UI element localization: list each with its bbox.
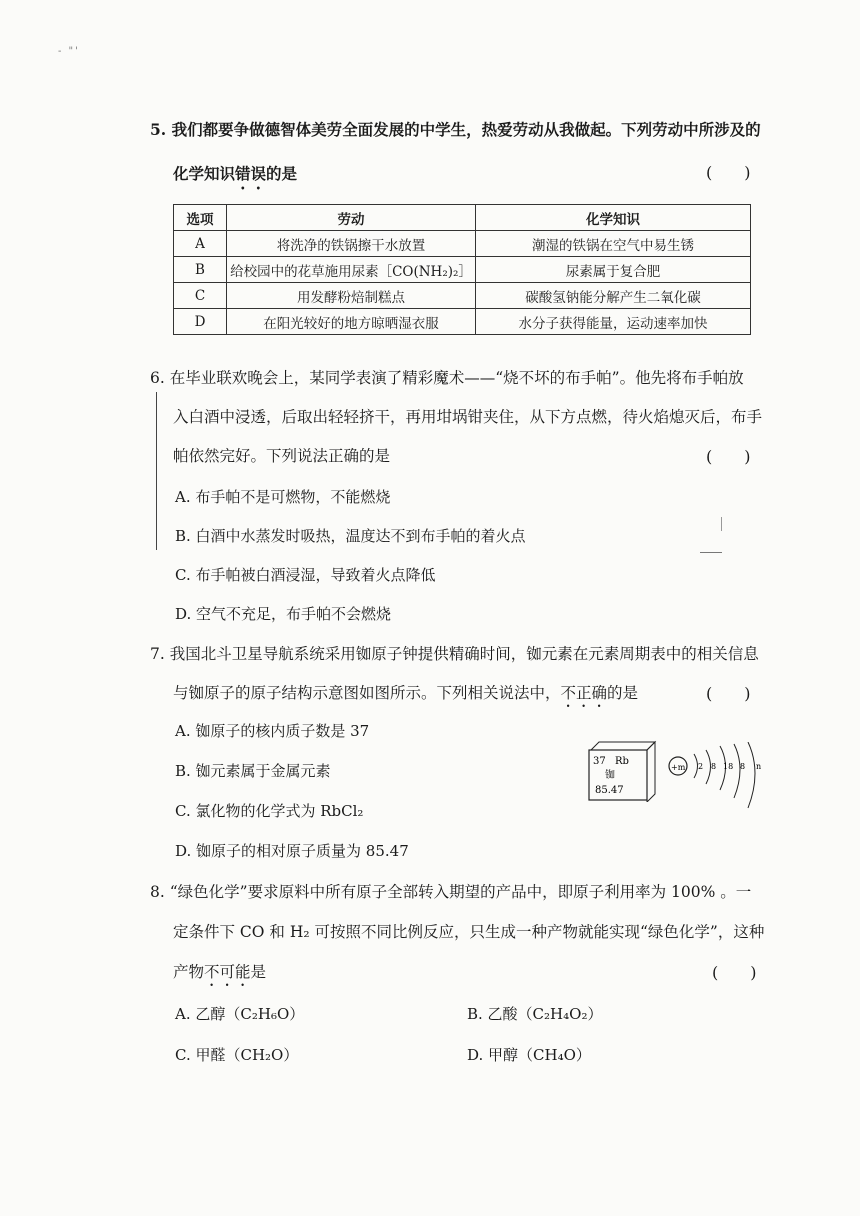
q6-option-a: A. 布手帕不是可燃物，不能燃烧	[175, 488, 391, 506]
q7-option-b: B. 铷元素属于金属元素	[175, 762, 331, 780]
q6-answer-paren: ( )	[706, 447, 751, 466]
table-cell: A	[174, 231, 227, 257]
q8-option-b: B. 乙酸（C₂H₄O₂）	[467, 1005, 603, 1023]
q8-option-c: C. 甲醛（CH₂O）	[175, 1046, 299, 1064]
q7-option-c: C. 氯化物的化学式为 RbCl₂	[175, 802, 364, 820]
q6-line3: 帕依然完好。下列说法正确的是	[173, 447, 391, 465]
q7-line2	[173, 681, 638, 711]
q7-emphasis: 不正确	[560, 684, 608, 702]
shell-electrons: 8	[711, 762, 717, 771]
table-cell: 将洗净的铁锅擦干水放置	[227, 231, 476, 257]
q6-line1: 6. 在毕业联欢晚会上，某同学表演了精彩魔术——“烧不坏的布手帕”。他先将布手帕放	[150, 369, 744, 387]
q8-line1: 8. “绿色化学”要求原料中所有原子全部转入期望的产品中，即原子利用率为 100% 。一	[150, 883, 752, 901]
q8-line3	[173, 960, 266, 990]
table-cell: 用发酵粉焙制糕点	[227, 283, 476, 309]
q8-line2: 定条件下 CO 和 H₂ 可按照不同比例反应，只生成一种产物就能实现“绿色化学”，这种	[173, 923, 765, 941]
q7-answer-paren: ( )	[706, 684, 751, 703]
element-mass: 85.47	[595, 785, 624, 796]
table-header-cell: 化学知识	[476, 205, 751, 231]
q8-option-a: A. 乙醇（C₂H₆O）	[175, 1005, 305, 1023]
q6-option-d: D. 空气不充足，布手帕不会燃烧	[175, 605, 392, 623]
q7-line1: 7. 我国北斗卫星导航系统采用铷原子钟提供精确时间，铷元素在元素周期表中的相关信息	[150, 645, 759, 663]
table-cell: 潮湿的铁锅在空气中易生锈	[476, 231, 751, 257]
q8-emphasis: 不可能	[204, 963, 251, 981]
element-card	[585, 740, 657, 802]
q5-line2	[173, 162, 297, 193]
table-cell: 给校园中的花草施用尿素［CO(NH₂)₂］	[227, 257, 476, 283]
table-cell: 水分子获得能量，运动速率加快	[476, 309, 751, 335]
atom-structure-diagram	[668, 742, 768, 812]
q7-line2-prefix: 与铷原子的原子结构示意图如图所示。下列相关说法中，	[173, 684, 561, 702]
table-row	[174, 283, 751, 309]
shell-electrons: n	[756, 762, 762, 771]
table-cell: B	[174, 257, 227, 283]
q6-option-c: C. 布手帕被白酒浸湿，导致着火点降低	[175, 566, 436, 584]
shell-electrons: 8	[740, 762, 746, 771]
table-header-cell: 劳动	[227, 205, 476, 231]
table-header-row	[174, 205, 751, 231]
q8-answer-paren: ( )	[712, 963, 757, 982]
element-name: 铷	[605, 770, 615, 781]
margin-line	[156, 392, 157, 550]
q5-answer-paren: ( )	[706, 163, 751, 182]
shell-electrons: 2	[698, 762, 704, 771]
table-row	[174, 231, 751, 257]
q7-option-a: A. 铷原子的核内质子数是 37	[175, 722, 370, 740]
element-number: 37	[593, 756, 606, 767]
scan-mark	[700, 552, 722, 553]
shell-electrons: 18	[723, 762, 734, 771]
q5-line1: 5. 我们都要争做德智体美劳全面发展的中学生，热爱劳动从我做起。下列劳动中所涉及的	[150, 120, 761, 139]
q6-line2: 入白酒中浸透，后取出轻轻挤干，再用坩埚钳夹住，从下方点燃，待火焰熄灭后，布手	[173, 408, 763, 426]
table-cell: C	[174, 283, 227, 309]
corner-mark: - "'	[58, 46, 80, 57]
table-row	[174, 309, 751, 335]
q5-line2-suffix: 的是	[266, 164, 298, 183]
q7-option-d: D. 铷原子的相对原子质量为 85.47	[175, 842, 409, 860]
q8-line3-prefix: 产物	[173, 963, 205, 981]
element-symbol: Rb	[615, 756, 629, 767]
table-cell: D	[174, 309, 227, 335]
table-row	[174, 257, 751, 283]
table-header-cell: 选项	[174, 205, 227, 231]
q5-line2-prefix: 化学知识	[173, 164, 236, 183]
q5-emphasis: 错误	[235, 164, 267, 183]
q7-line2-suffix: 的是	[607, 684, 639, 702]
table-cell: 尿素属于复合肥	[476, 257, 751, 283]
q6-option-b: B. 白酒中水蒸发时吸热，温度达不到布手帕的着火点	[175, 527, 526, 545]
scan-mark	[721, 517, 722, 531]
nucleus-label: +m	[671, 763, 686, 772]
table-cell: 在阳光较好的地方晾晒湿衣服	[227, 309, 476, 335]
q5-table	[173, 204, 751, 335]
q8-line3-suffix: 是	[250, 963, 267, 981]
table-cell: 碳酸氢钠能分解产生二氧化碳	[476, 283, 751, 309]
q8-option-d: D. 甲醇（CH₄O）	[467, 1046, 591, 1064]
